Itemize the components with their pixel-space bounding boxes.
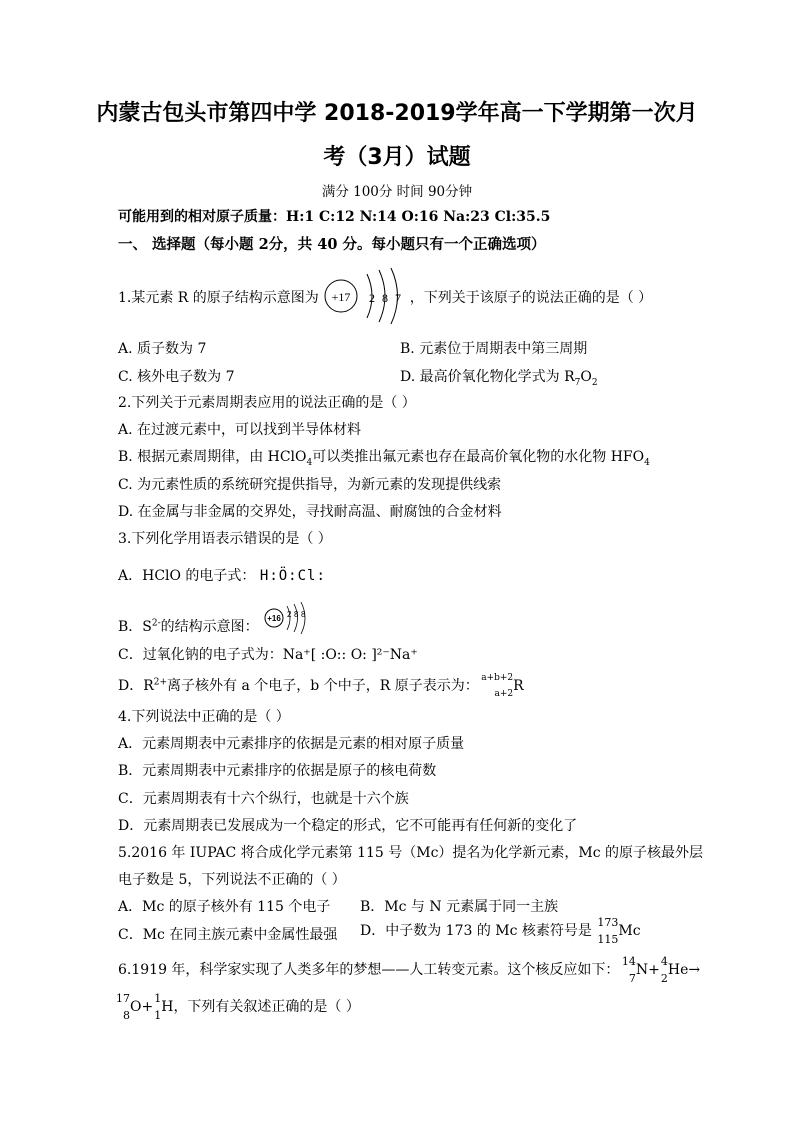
q4-option-c: C．元素周期表有十六个纵行，也就是十六个族 (118, 791, 409, 807)
q5-option-c: C．Mc 在同主族元素中金属性最强 (118, 927, 338, 943)
q1-option-c: C. 核外电子数为 7 (118, 369, 235, 385)
atomic-number: a+2 (494, 689, 514, 699)
q1-stem-prefix: 1.某元素 R 的原子结构示意图为 (118, 290, 319, 306)
q1-stem-suffix: ，下列关于该原子的说法正确的是（ ） (409, 290, 653, 306)
atomic-number: 1 (154, 1009, 162, 1022)
atomic-number: 2 (660, 972, 668, 985)
q3-a-label: A．HClO 的电子式： (118, 568, 256, 584)
oxygen-nuclide (118, 992, 130, 1022)
nuclide-notation (483, 673, 513, 699)
nucleus-charge: +17 (331, 290, 351, 304)
q2-b-pre: B. 根据元素周期律，由 HClO (118, 449, 307, 465)
mass-number: 17 (116, 992, 130, 1005)
nucleus-charge: +16 (267, 614, 281, 623)
mass-number: 4 (660, 955, 668, 968)
q1-option-d (400, 366, 598, 388)
q4-option-a: A．元素周期表中元素排序的依据是元素的相对原子质量 (118, 736, 465, 752)
atomic-number: 8 (123, 1009, 130, 1022)
q1-d-mid: O (580, 369, 592, 385)
shell-2-count: 8 (294, 610, 299, 619)
q5-option-d (360, 916, 641, 946)
helium-symbol: He (667, 962, 689, 978)
question-4-stem: 4.下列说法中正确的是（ ） (118, 709, 290, 725)
nuclide-symbol: R (513, 678, 524, 694)
q2-option-b (118, 446, 650, 468)
oxygen-symbol: O (130, 999, 142, 1015)
question-3-stem: 3.下列化学用语表示错误的是（ ） (118, 531, 332, 547)
hydrogen-symbol: H (161, 999, 174, 1015)
plus-sign: + (141, 999, 154, 1015)
q2-option-a: A. 在过渡元素中，可以找到半导体材料 (118, 422, 362, 438)
q1-d-sub1: 7 (574, 377, 581, 388)
question-5-stem-line1: 5.2016 年 IUPAC 将合成化学元素第 115 号（Mc）提名为化学新元素，Mc 的原子核最外层 (118, 845, 704, 861)
q4-option-b: B．元素周期表中元素排序的依据是原子的核电荷数 (118, 763, 437, 779)
q1-d-text: D. 最高价氧化物化学式为 R (400, 369, 575, 385)
shell-3-count: 7 (395, 291, 402, 305)
q1-option-b: B. 元素位于周期表中第三周期 (400, 341, 588, 357)
atomic-number: 7 (628, 972, 636, 985)
mass-number: 1 (154, 992, 162, 1005)
q3-d-sup: 2+ (153, 677, 168, 688)
nitrogen-symbol: N (635, 962, 649, 978)
q2-b-post: 可以类推出氟元素也存在最高价氧化物的水化物 HFO (312, 449, 645, 465)
q2-b-sub1: 4 (306, 457, 313, 468)
question-5-stem-line2: 电子数是 5，下列说法不正确的（ ） (118, 872, 346, 888)
q3-b-post: 的结构示意图： (160, 619, 259, 635)
helium-nuclide (660, 955, 668, 985)
q3-b-pre: B．S (118, 619, 152, 635)
q2-option-c: C. 为元素性质的系统研究提供指导，为新元素的发现提供线索 (118, 477, 502, 493)
mass-number: 173 (597, 916, 619, 929)
page-title-line1: 内蒙古包头市第四中学 2018-2019学年高一下学期第一次月 (96, 101, 698, 126)
hclo-electron-formula: H:Ö:Cl: (259, 568, 326, 584)
hydrogen-nuclide (153, 992, 161, 1022)
q4-option-d: D．元素周期表已发展成为一个稳定的形式，它不可能再有任何新的变化了 (118, 818, 578, 834)
q5-option-a: A．Mc 的原子核外有 115 个电子 (118, 899, 331, 915)
nitrogen-nuclide (621, 955, 636, 985)
q6-stem-prefix: 6.1919 年，科学家实现了人类多年的梦想——人工转变元素。这个核反应如下： (118, 962, 620, 978)
atomic-mass-list: 可能用到的相对原子质量：H:1 C:12 N:14 O:16 Na:23 Cl:35.5 (118, 209, 551, 225)
shell-1-count: 2 (369, 291, 376, 305)
question-1-stem (118, 287, 652, 308)
q3-d-pre: D．R (118, 678, 154, 694)
q2-b-sub2: 4 (644, 457, 650, 468)
shell-2-count: 8 (382, 291, 389, 305)
sulfide-ion-structure-diagram (263, 610, 311, 636)
q3-option-d (118, 673, 524, 699)
question-2-stem: 2.下列关于元素周期表应用的说法正确的是（ ） (118, 395, 416, 411)
q3-option-b (118, 610, 311, 636)
question-6-stem-line1 (118, 955, 700, 985)
q1-d-sub2: 2 (591, 377, 598, 388)
mass-number: a+b+2 (481, 673, 514, 683)
atom-structure-diagram (323, 288, 405, 308)
q5-d-pre: D．中子数为 173 的 Mc 核素符号是 (360, 923, 592, 939)
nuclide-notation (596, 916, 618, 946)
shell-1-count: 2 (287, 610, 292, 619)
q3-d-post: 离子核外有 a 个电子，b 个中子，R 原子表示为： (167, 678, 479, 694)
atomic-number: 115 (597, 933, 619, 946)
q3-b-sup: 2- (151, 618, 161, 629)
page-title-line2: 考（3月）试题 (323, 145, 471, 170)
q3-option-c: C．过氧化钠的电子式为：Na⁺[ :O:: O: ]²⁻Na⁺ (118, 647, 418, 663)
mass-number: 14 (621, 955, 636, 968)
question-6-stem-line2 (118, 992, 360, 1022)
q5-option-b: B．Mc 与 N 元素属于同一主族 (360, 899, 559, 915)
nuclide-symbol: Mc (618, 923, 641, 939)
q6-stem-suffix: ，下列有关叙述正确的是（ ） (173, 999, 360, 1015)
reaction-arrow: → (688, 962, 701, 978)
q1-option-a: A. 质子数为 7 (118, 341, 207, 357)
score-time-info: 满分 100分 时间 90分钟 (321, 184, 473, 200)
section-title: 一、 选择题（每小题 2分，共 40 分。每小题只有一个正确选项） (118, 236, 546, 253)
shell-3-count: 8 (301, 610, 306, 619)
q2-option-d: D. 在金属与非金属的交界处，寻找耐高温、耐腐蚀的合金材料 (118, 504, 502, 520)
plus-sign: + (648, 962, 660, 978)
q3-option-a (118, 565, 326, 585)
